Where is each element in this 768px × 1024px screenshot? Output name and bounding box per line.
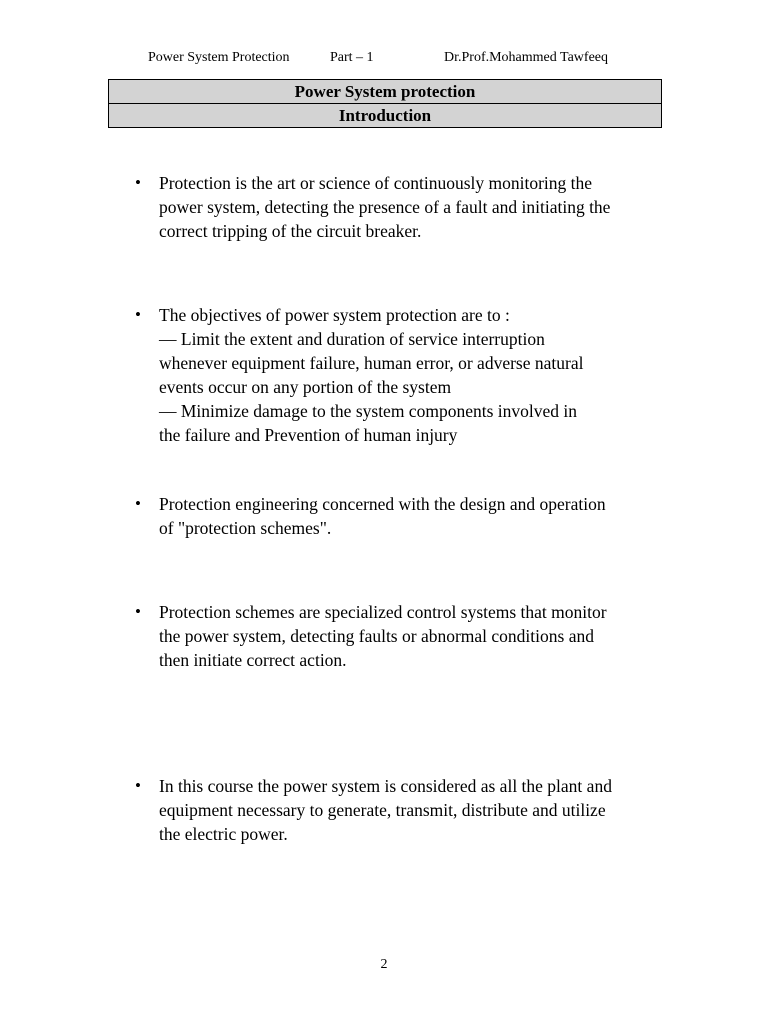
bullet-marker: • [135,776,141,795]
bullet-line: — Limit the extent and duration of service interruption [159,329,545,349]
bullet-item-protection-engineering [135,492,655,540]
bullet-text [159,171,655,243]
header-part-label: Part – 1 [330,50,374,65]
bullet-marker: • [135,602,141,621]
bullet-item-course-scope [135,774,655,846]
bullet-marker: • [135,494,141,513]
bullet-line: Protection engineering concerned with the design and operation [159,494,606,514]
bullet-item-protection-schemes [135,600,655,672]
bullet-text [159,303,655,447]
document-title: Power System protection [294,82,476,101]
title-box [108,79,662,128]
bullet-marker: • [135,305,141,324]
bullet-line: the electric power. [159,824,288,844]
section-title: Introduction [109,103,661,127]
header-course-title: Power System Protection [148,50,290,65]
header-author: Dr.Prof.Mohammed Tawfeeq [444,50,609,65]
bullet-text [159,774,655,846]
bullet-text [159,600,655,672]
bullet-line: — Minimize damage to the system components involved in [159,401,577,421]
page-number: 2 [380,957,388,972]
bullet-line: whenever equipment failure, human error, or adverse natural [159,353,584,373]
bullet-item-objectives [135,303,655,447]
bullet-line: events occur on any portion of the system [159,377,452,397]
bullet-line: Protection schemes are specialized control systems that monitor [159,602,607,622]
bullet-line: of "protection schemes". [159,518,332,538]
bullet-line: correct tripping of the circuit breaker. [159,221,422,241]
bullet-line: the power system, detecting faults or abnormal conditions and [159,626,594,646]
bullet-line: the failure and Prevention of human injury [159,425,458,445]
bullet-line: then initiate correct action. [159,650,347,670]
bullet-marker: • [135,173,141,192]
bullet-line: power system, detecting the presence of a fault and initiating the [159,197,611,217]
bullet-text [159,492,655,540]
bullet-line: equipment necessary to generate, transmit, distribute and utilize [159,800,606,820]
bullet-line: The objectives of power system protection are to : [159,305,510,325]
bullet-line: In this course the power system is considered as all the plant and [159,776,612,796]
bullet-item-protection-definition [135,171,655,243]
bullet-line: Protection is the art or science of continuously monitoring the [159,173,593,193]
